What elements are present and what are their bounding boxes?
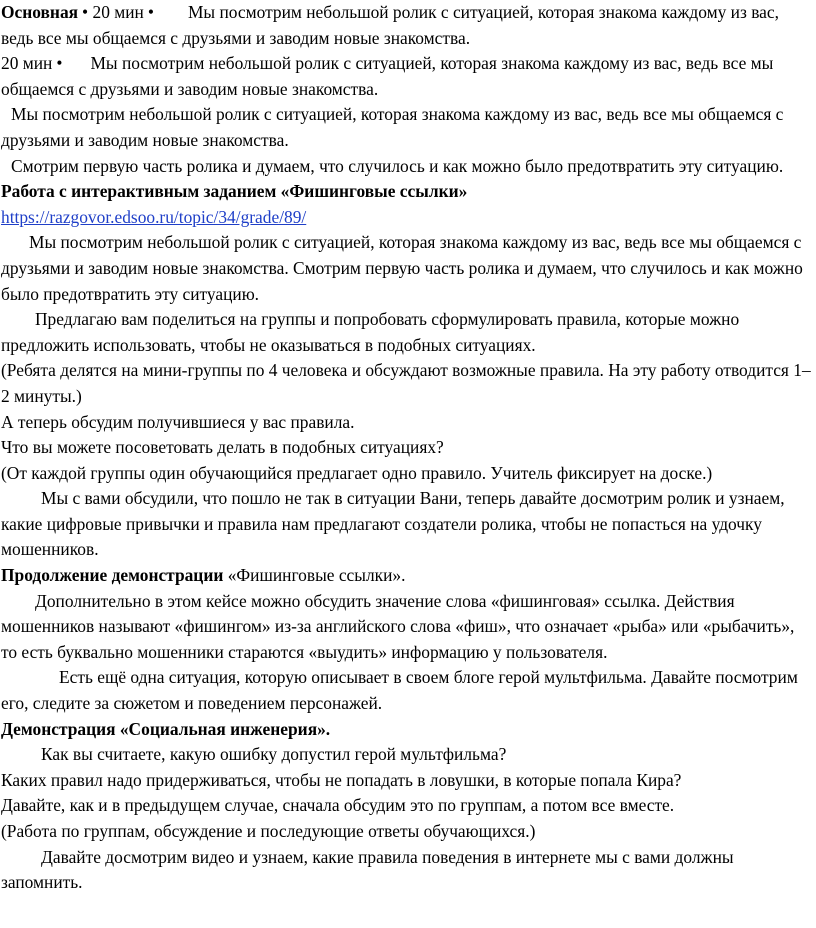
bullet-icon: •: [82, 2, 89, 22]
bullet-icon: •: [147, 2, 154, 22]
paragraph-4: [1, 154, 813, 231]
paragraph-16: Как вы считаете, какую ошибку допустил герой мультфильма?: [41, 744, 507, 765]
section-label: Основная: [1, 2, 79, 22]
paragraph-13: Дополнительно в этом кейсе можно обсудить значение слова «фишинговая» ссылка. Действия мошенников называют «фишингом» из-за английского слова «фиш», что означает «рыба» или «рыбачить», то есть буквально мошенники стараются «выудить» информацию у пользователя.: [1, 590, 795, 662]
demo-heading: Демонстрация «Социальная инженерия».: [1, 718, 331, 739]
paragraph-12: [1, 563, 813, 589]
paragraph-5: Мы посмотрим небольшой ролик с ситуацией, которая знакома каждому из вас, ведь все мы общаемся с друзьями и заводим новые знакомства. Смотрим первую часть ролика и думаем, что случилось и как можно было предотвратить эту ситуацию.: [1, 232, 803, 304]
paragraph-7: (Ребята делятся на мини-группы по 4 человека и обсуждают возможные правила. На эту работу отводится 1–2 минуты.): [1, 360, 811, 406]
paragraph-3: Мы посмотрим небольшой ролик с ситуацией, которая знакома каждому из вас, ведь все мы общаемся с друзьями и заводим новые знакомства.: [1, 104, 784, 150]
paragraph-8: А теперь обсудим получившиеся у вас правила.: [1, 411, 355, 432]
paragraph-18: Давайте, как и в предыдущем случае, сначала обсудим это по группам, а потом все вместе.: [1, 795, 675, 816]
paragraph-6: Предлагаю вам поделиться на группы и попробовать сформулировать правила, которые можно предложить использовать, чтобы не оказываться в подобных ситуациях.: [1, 309, 740, 355]
demo-heading: Продолжение демонстрации: [1, 565, 224, 586]
paragraph-text: «Фишинговые ссылки».: [227, 565, 406, 586]
duration-text: 20 мин: [92, 2, 144, 22]
paragraph-1: [1, 0, 813, 51]
paragraph-text: Мы посмотрим небольшой ролик с ситуацией, которая знакома каждому из вас, ведь все мы общаемся с друзьями и заводим новые знакомства.: [1, 53, 774, 99]
paragraph-2: [1, 51, 813, 102]
paragraph-20: Давайте досмотрим видео и узнаем, какие правила поведения в интернете мы с вами должны запомнить.: [1, 846, 734, 893]
paragraph-9: Что вы можете посоветовать делать в подобных ситуациях?: [1, 437, 444, 458]
task-title: Работа с интерактивным заданием «Фишинговые ссылки»: [1, 181, 468, 202]
paragraph-17: Каких правил надо придерживаться, чтобы не попадать в ловушки, в которые попала Кира?: [1, 769, 682, 790]
paragraph-11: Мы с вами обсудили, что пошло не так в ситуации Вани, теперь давайте досмотрим ролик и узнаем, какие цифровые привычки и правила нам предлагают создатели ролика, чтобы не попасться на удочку мошенников.: [1, 488, 785, 560]
paragraph-text: Смотрим первую часть ролика и думаем, что случилось и как можно было предотвратить эту ситуацию.: [11, 155, 784, 176]
paragraph-text: Мы посмотрим небольшой ролик с ситуацией, которая знакома каждому из вас, ведь все мы общаемся с друзьями и заводим новые знакомства.: [1, 2, 779, 48]
paragraph-15: [1, 717, 813, 743]
task-link[interactable]: https://razgovor.edsoo.ru/topic/34/grade/89/: [1, 206, 307, 227]
duration-text: 20 мин: [1, 53, 53, 74]
paragraph-19: (Работа по группам, обсуждение и последующие ответы обучающихся.): [1, 821, 536, 841]
paragraph-10: (От каждой группы один обучающийся предлагает одно правило. Учитель фиксирует на доске.): [1, 462, 713, 483]
paragraph-14: Есть ещё одна ситуация, которую описывает в своем блоге герой мультфильма. Давайте посмотрим его, следите за сюжетом и поведением персонажей.: [1, 667, 798, 714]
bullet-icon: •: [56, 53, 63, 74]
